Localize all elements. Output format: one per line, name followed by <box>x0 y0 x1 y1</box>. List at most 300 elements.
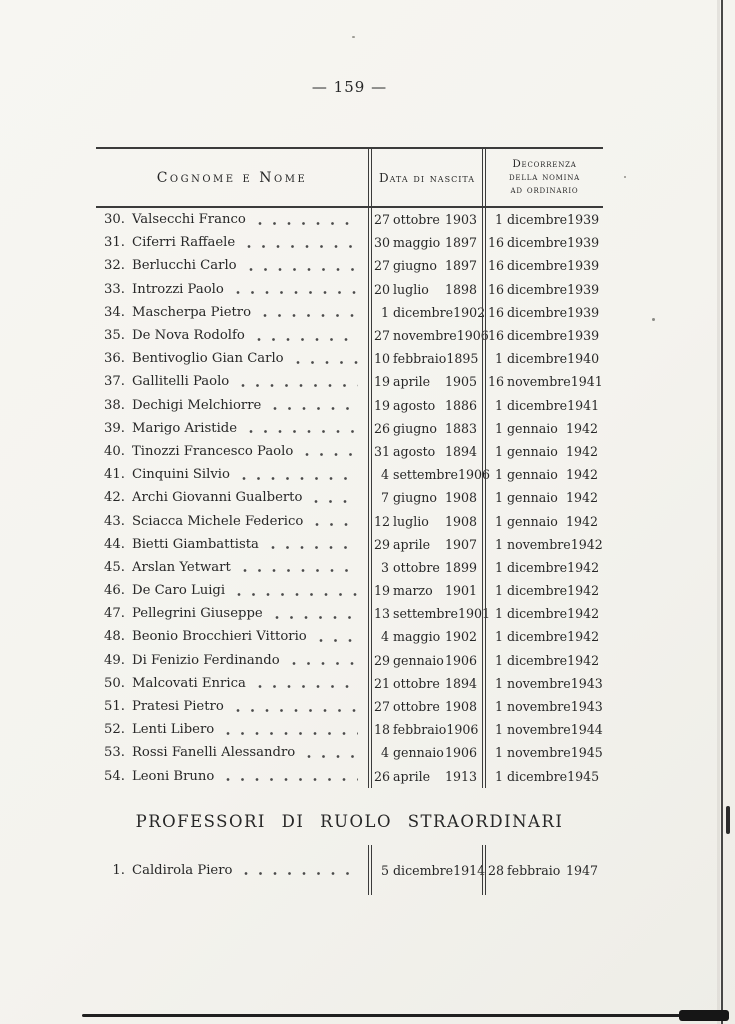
row-number: 32. <box>104 258 125 274</box>
nomina-date-cell <box>482 649 603 672</box>
nomina-date-cell <box>482 486 603 509</box>
birth-date-cell <box>368 278 482 301</box>
dot-leader <box>271 545 358 550</box>
professor-name: Malcovati Enrica <box>132 675 246 691</box>
birth-date-month: ottobre <box>393 559 440 575</box>
nomina-date-day: 1 <box>494 212 503 228</box>
birth-date-year: 1908 <box>444 513 477 529</box>
birth-date-year: 1898 <box>444 281 477 297</box>
nomina-date-cell <box>482 579 603 602</box>
table-row <box>96 370 603 393</box>
birth-date-day: 13 <box>374 606 391 622</box>
scan-edge-bottom-line <box>82 1014 727 1017</box>
nomina-date-month: dicembre <box>507 212 568 228</box>
birth-date-month: ottobre <box>393 699 440 715</box>
professor-name: Tinozzi Francesco Paolo <box>132 443 294 459</box>
birth-date-year: 1906 <box>456 328 489 344</box>
nomina-date-month: dicembre <box>507 304 568 320</box>
nomina-date-month: febbraio <box>507 862 561 878</box>
nomina-date-cell <box>482 301 603 324</box>
cell-name <box>96 649 368 672</box>
row-number: 39. <box>104 420 125 436</box>
nomina-date-month: novembre <box>507 536 571 552</box>
nomina-date-day: 1 <box>494 420 503 436</box>
birth-date-year: 1902 <box>453 304 486 320</box>
nomina-date-year: 1942 <box>567 606 600 622</box>
cell-name <box>96 278 368 301</box>
nomina-date-day: 1 <box>494 513 503 529</box>
birth-date-cell <box>368 486 482 509</box>
row-number: 44. <box>104 536 125 552</box>
header-cognome-e-nome: Cognome e Nome <box>156 169 308 186</box>
birth-date-year: 1908 <box>444 490 477 506</box>
nomina-date-year: 1942 <box>565 513 598 529</box>
nomina-date-month: novembre <box>507 675 571 691</box>
nomina-date-month: gennaio <box>507 420 558 436</box>
dot-leader <box>237 592 358 597</box>
professor-name: Ciferri Raffaele <box>132 235 236 251</box>
nomina-date-day: 16 <box>488 328 505 344</box>
nomina-date-year: 1942 <box>565 490 598 506</box>
cell-name <box>96 208 368 231</box>
table-row <box>96 625 603 648</box>
nomina-date-month: dicembre <box>507 606 568 622</box>
dot-leader <box>305 452 358 457</box>
row-number: 37. <box>104 374 125 390</box>
birth-date-day: 1 <box>380 304 389 320</box>
dot-leader <box>236 708 358 713</box>
professor-name: Leoni Bruno <box>132 768 215 784</box>
scan-speck <box>652 318 655 321</box>
row-number: 36. <box>104 351 125 367</box>
cell-name <box>96 556 368 579</box>
dot-leader <box>226 731 358 736</box>
cell-name <box>96 741 368 764</box>
nomina-date-month: dicembre <box>507 258 568 274</box>
birth-date-year: 1899 <box>444 559 477 575</box>
row-number: 53. <box>104 745 125 761</box>
nomina-date-month: dicembre <box>507 397 568 413</box>
table-row <box>96 324 603 347</box>
professor-name: Valsecchi Franco <box>132 212 246 228</box>
nomina-date-day: 16 <box>488 304 505 320</box>
birth-date-year: 1883 <box>444 420 477 436</box>
birth-date-cell <box>368 845 486 895</box>
dot-leader <box>314 499 358 504</box>
nomina-date-year: 1945 <box>567 768 600 784</box>
birth-date-cell <box>368 672 482 695</box>
cell-name <box>96 486 368 509</box>
nomina-date-month: novembre <box>507 722 571 738</box>
table-row <box>96 741 603 764</box>
nomina-date-day: 16 <box>488 374 505 390</box>
dot-leader <box>244 871 358 876</box>
table-row <box>96 845 603 895</box>
scan-edge-right-line <box>721 0 723 1024</box>
birth-date-month: gennaio <box>393 745 444 761</box>
professor-name: Gallitelli Paolo <box>132 374 230 390</box>
birth-date-year: 1897 <box>444 258 477 274</box>
birth-date-day: 19 <box>374 374 391 390</box>
birth-date-year: 1905 <box>444 374 477 390</box>
table-row <box>96 509 603 532</box>
nomina-date-month: dicembre <box>507 235 568 251</box>
birth-date-day: 4 <box>380 745 389 761</box>
birth-date-day: 18 <box>374 722 391 738</box>
nomina-date-year: 1939 <box>567 258 600 274</box>
nomina-date-cell <box>482 440 603 463</box>
table-row <box>96 649 603 672</box>
birth-date-year: 1906 <box>444 652 477 668</box>
table-row <box>96 301 603 324</box>
nomina-date-year: 1939 <box>567 304 600 320</box>
cell-name <box>96 301 368 324</box>
row-number: 48. <box>104 629 125 645</box>
dot-leader <box>243 568 358 573</box>
nomina-date-cell <box>482 625 603 648</box>
nomina-date-day: 1 <box>494 351 503 367</box>
birth-date-month: agosto <box>393 397 436 413</box>
table-row <box>96 254 603 277</box>
row-number: 46. <box>104 583 125 599</box>
birth-date-month: febbraio <box>393 722 447 738</box>
birth-date-day: 27 <box>374 212 391 228</box>
birth-date-cell <box>368 602 491 625</box>
professor-name: Di Fenizio Ferdinando <box>132 652 280 668</box>
birth-date-day: 10 <box>374 351 391 367</box>
dot-leader <box>307 754 358 759</box>
cell-name <box>96 579 368 602</box>
cell-name <box>96 440 368 463</box>
birth-date-month: maggio <box>393 629 441 645</box>
nomina-date-day: 1 <box>494 397 503 413</box>
dot-leader <box>249 267 358 272</box>
table-row <box>96 533 603 556</box>
birth-date-day: 29 <box>374 652 391 668</box>
nomina-date-month: dicembre <box>507 281 568 297</box>
nomina-date-cell <box>482 718 603 741</box>
nomina-date-day: 1 <box>494 745 503 761</box>
birth-date-day: 19 <box>374 583 391 599</box>
birth-date-year: 1903 <box>444 212 477 228</box>
table-row <box>96 602 603 625</box>
nomina-date-month: dicembre <box>507 559 568 575</box>
table-row <box>96 556 603 579</box>
table-row <box>96 347 603 370</box>
page-number: — 159 — <box>311 78 388 96</box>
cell-name <box>96 463 368 486</box>
professor-name: Berlucchi Carlo <box>132 258 237 274</box>
table-row <box>96 765 603 788</box>
birth-date-year: 1907 <box>444 536 477 552</box>
nomina-date-cell <box>482 278 603 301</box>
birth-date-day: 31 <box>374 443 391 459</box>
birth-date-month: giugno <box>393 490 437 506</box>
nomina-date-cell <box>482 533 603 556</box>
row-number: 33. <box>104 281 125 297</box>
birth-date-month: marzo <box>393 583 433 599</box>
birth-date-month: febbraio <box>393 351 447 367</box>
professor-name: Pellegrini Giuseppe <box>132 606 263 622</box>
birth-date-day: 26 <box>374 420 391 436</box>
birth-date-day: 27 <box>374 258 391 274</box>
birth-date-cell <box>368 231 482 254</box>
professor-name: Archi Giovanni Gualberto <box>132 490 303 506</box>
nomina-date-cell <box>482 417 603 440</box>
birth-date-cell <box>368 718 482 741</box>
cell-name <box>96 672 368 695</box>
nomina-date-year: 1944 <box>570 722 603 738</box>
nomina-date-year: 1947 <box>565 862 598 878</box>
nomina-date-year: 1942 <box>567 559 600 575</box>
birth-date-cell <box>368 509 482 532</box>
birth-date-cell <box>368 324 489 347</box>
birth-date-cell <box>368 463 491 486</box>
row-number: 41. <box>104 467 125 483</box>
nomina-date-month: dicembre <box>507 768 568 784</box>
birth-date-cell <box>368 625 482 648</box>
professor-name: Lenti Libero <box>132 722 215 738</box>
birth-date-year: 1895 <box>446 351 479 367</box>
nomina-date-year: 1942 <box>570 536 603 552</box>
nomina-date-month: gennaio <box>507 443 558 459</box>
professor-name: De Caro Luigi <box>132 583 226 599</box>
nomina-date-year: 1942 <box>567 583 600 599</box>
birth-date-day: 19 <box>374 397 391 413</box>
cell-name <box>96 602 368 625</box>
dot-leader <box>226 777 358 782</box>
nomina-date-year: 1939 <box>567 235 600 251</box>
table-row <box>96 486 603 509</box>
row-number: 45. <box>104 559 125 575</box>
birth-date-month: agosto <box>393 443 436 459</box>
birth-date-day: 21 <box>374 675 391 691</box>
nomina-date-day: 1 <box>494 467 503 483</box>
birth-date-day: 29 <box>374 536 391 552</box>
nomina-date-cell <box>482 208 603 231</box>
professor-name: Dechigi Melchiorre <box>132 397 262 413</box>
header-decorrenza-line2: della nomina <box>509 171 580 183</box>
nomina-date-day: 1 <box>494 699 503 715</box>
cell-name <box>96 845 368 895</box>
cell-name <box>96 324 368 347</box>
nomina-date-day: 16 <box>488 235 505 251</box>
dot-leader <box>315 522 358 527</box>
professor-name: Arslan Yetwart <box>132 559 231 575</box>
dot-leader <box>319 638 358 643</box>
section-title-straordinari: PROFESSORI DI RUOLO STRAORDINARI <box>135 812 564 831</box>
row-number: 31. <box>104 235 125 251</box>
nomina-date-month: gennaio <box>507 490 558 506</box>
professor-name: Mascherpa Pietro <box>132 304 252 320</box>
cell-name <box>96 370 368 393</box>
cell-name <box>96 765 368 788</box>
birth-date-cell <box>368 301 486 324</box>
scan-margin-mark <box>726 806 730 834</box>
nomina-date-day: 1 <box>494 652 503 668</box>
birth-date-month: aprile <box>393 768 431 784</box>
birth-date-day: 4 <box>380 467 389 483</box>
birth-date-cell <box>368 765 482 788</box>
nomina-date-month: dicembre <box>507 351 568 367</box>
birth-date-year: 1906 <box>444 745 477 761</box>
row-number: 49. <box>104 652 125 668</box>
birth-date-day: 4 <box>380 629 389 645</box>
nomina-date-month: dicembre <box>507 652 568 668</box>
nomina-date-month: gennaio <box>507 467 558 483</box>
birth-date-day: 3 <box>380 559 389 575</box>
row-number: 38. <box>104 397 125 413</box>
birth-date-year: 1901 <box>444 583 477 599</box>
row-number: 43. <box>104 513 125 529</box>
nomina-date-year: 1941 <box>567 397 600 413</box>
nomina-date-year: 1943 <box>570 699 603 715</box>
cell-name <box>96 347 368 370</box>
birth-date-year: 1913 <box>444 768 477 784</box>
birth-date-month: settembre <box>393 606 458 622</box>
birth-date-month: novembre <box>393 328 457 344</box>
nomina-date-cell <box>482 509 603 532</box>
birth-date-month: gennaio <box>393 652 444 668</box>
birth-date-day: 7 <box>380 490 389 506</box>
birth-date-month: dicembre <box>393 862 454 878</box>
cell-name <box>96 509 368 532</box>
professor-name: Marigo Aristide <box>132 420 238 436</box>
professor-name: Sciacca Michele Federico <box>132 513 304 529</box>
birth-date-cell <box>368 556 482 579</box>
professors-straordinari-table <box>96 845 603 895</box>
cell-name <box>96 417 368 440</box>
nomina-date-year: 1942 <box>565 467 598 483</box>
nomina-date-year: 1945 <box>570 745 603 761</box>
dot-leader <box>258 684 358 689</box>
birth-date-year: 1906 <box>446 722 479 738</box>
nomina-date-month: dicembre <box>507 583 568 599</box>
nomina-date-month: gennaio <box>507 513 558 529</box>
table-row <box>96 718 603 741</box>
birth-date-cell <box>368 579 482 602</box>
nomina-date-year: 1942 <box>567 629 600 645</box>
dot-leader <box>247 244 358 249</box>
table-row <box>96 417 603 440</box>
row-number: 50. <box>104 675 125 691</box>
table-row <box>96 394 603 417</box>
table-row <box>96 579 603 602</box>
professor-name: Pratesi Pietro <box>132 699 224 715</box>
row-number: 35. <box>104 328 125 344</box>
table-row <box>96 231 603 254</box>
birth-date-cell <box>368 649 482 672</box>
birth-date-day: 27 <box>374 699 391 715</box>
dot-leader <box>292 661 358 666</box>
nomina-date-cell <box>482 463 603 486</box>
table-row <box>96 440 603 463</box>
nomina-date-day: 1 <box>494 629 503 645</box>
nomina-date-day: 1 <box>494 768 503 784</box>
nomina-date-day: 1 <box>494 443 503 459</box>
nomina-date-day: 1 <box>494 490 503 506</box>
professor-name: Caldirola Piero <box>132 862 233 878</box>
nomina-date-day: 1 <box>494 559 503 575</box>
cell-name <box>96 231 368 254</box>
professor-name: Introzzi Paolo <box>132 281 224 297</box>
nomina-date-cell <box>482 741 603 764</box>
birth-date-year: 1897 <box>444 235 477 251</box>
birth-date-cell <box>368 741 482 764</box>
professor-name: Bentivoglio Gian Carlo <box>132 351 284 367</box>
birth-date-day: 12 <box>374 513 391 529</box>
nomina-date-cell <box>482 845 603 895</box>
nomina-date-month: dicembre <box>507 629 568 645</box>
table-row <box>96 278 603 301</box>
professor-name: De Nova Rodolfo <box>132 328 245 344</box>
nomina-date-year: 1943 <box>570 675 603 691</box>
row-number: 42. <box>104 490 125 506</box>
birth-date-month: ottobre <box>393 212 440 228</box>
birth-date-day: 27 <box>374 328 391 344</box>
nomina-date-day: 1 <box>494 606 503 622</box>
birth-date-day: 20 <box>374 281 391 297</box>
dot-leader <box>236 290 358 295</box>
birth-date-cell <box>368 440 482 463</box>
nomina-date-month: dicembre <box>507 328 568 344</box>
nomina-date-day: 16 <box>488 258 505 274</box>
row-number: 52. <box>104 722 125 738</box>
table-body <box>96 208 603 788</box>
birth-date-day: 30 <box>374 235 391 251</box>
professor-name: Cinquini Silvio <box>132 467 230 483</box>
nomina-date-year: 1942 <box>567 652 600 668</box>
birth-date-cell <box>368 695 482 718</box>
professors-ordinari-table <box>96 147 603 788</box>
table-body-straordinari <box>96 845 603 895</box>
birth-date-cell <box>368 370 482 393</box>
row-number: 1. <box>112 862 125 878</box>
birth-date-month: dicembre <box>393 304 454 320</box>
birth-date-year: 1902 <box>444 629 477 645</box>
birth-date-year: 1901 <box>457 606 491 622</box>
nomina-date-month: novembre <box>507 374 571 390</box>
nomina-date-cell <box>482 602 603 625</box>
birth-date-cell <box>368 347 482 370</box>
birth-date-year: 1914 <box>453 862 486 878</box>
birth-date-day: 26 <box>374 768 391 784</box>
cell-name <box>96 625 368 648</box>
nomina-date-month: novembre <box>507 699 571 715</box>
header-data-di-nascita: Data di nascita <box>368 149 482 206</box>
professor-name: Bietti Giambattista <box>132 536 259 552</box>
dot-leader <box>249 429 358 434</box>
dot-leader <box>242 476 358 481</box>
nomina-date-cell <box>482 347 603 370</box>
nomina-date-day: 1 <box>494 583 503 599</box>
birth-date-month: luglio <box>393 281 429 297</box>
nomina-date-cell <box>482 556 603 579</box>
birth-date-month: ottobre <box>393 675 440 691</box>
row-number: 51. <box>104 699 125 715</box>
nomina-date-year: 1939 <box>567 281 600 297</box>
nomina-date-year: 1942 <box>565 443 598 459</box>
nomina-date-month: novembre <box>507 745 571 761</box>
birth-date-month: luglio <box>393 513 429 529</box>
birth-date-year: 1908 <box>444 699 477 715</box>
birth-date-year: 1894 <box>444 675 477 691</box>
table-row <box>96 695 603 718</box>
birth-date-cell <box>368 417 482 440</box>
nomina-date-year: 1941 <box>570 374 603 390</box>
birth-date-month: aprile <box>393 374 431 390</box>
professor-name: Beonio Brocchieri Vittorio <box>132 629 307 645</box>
